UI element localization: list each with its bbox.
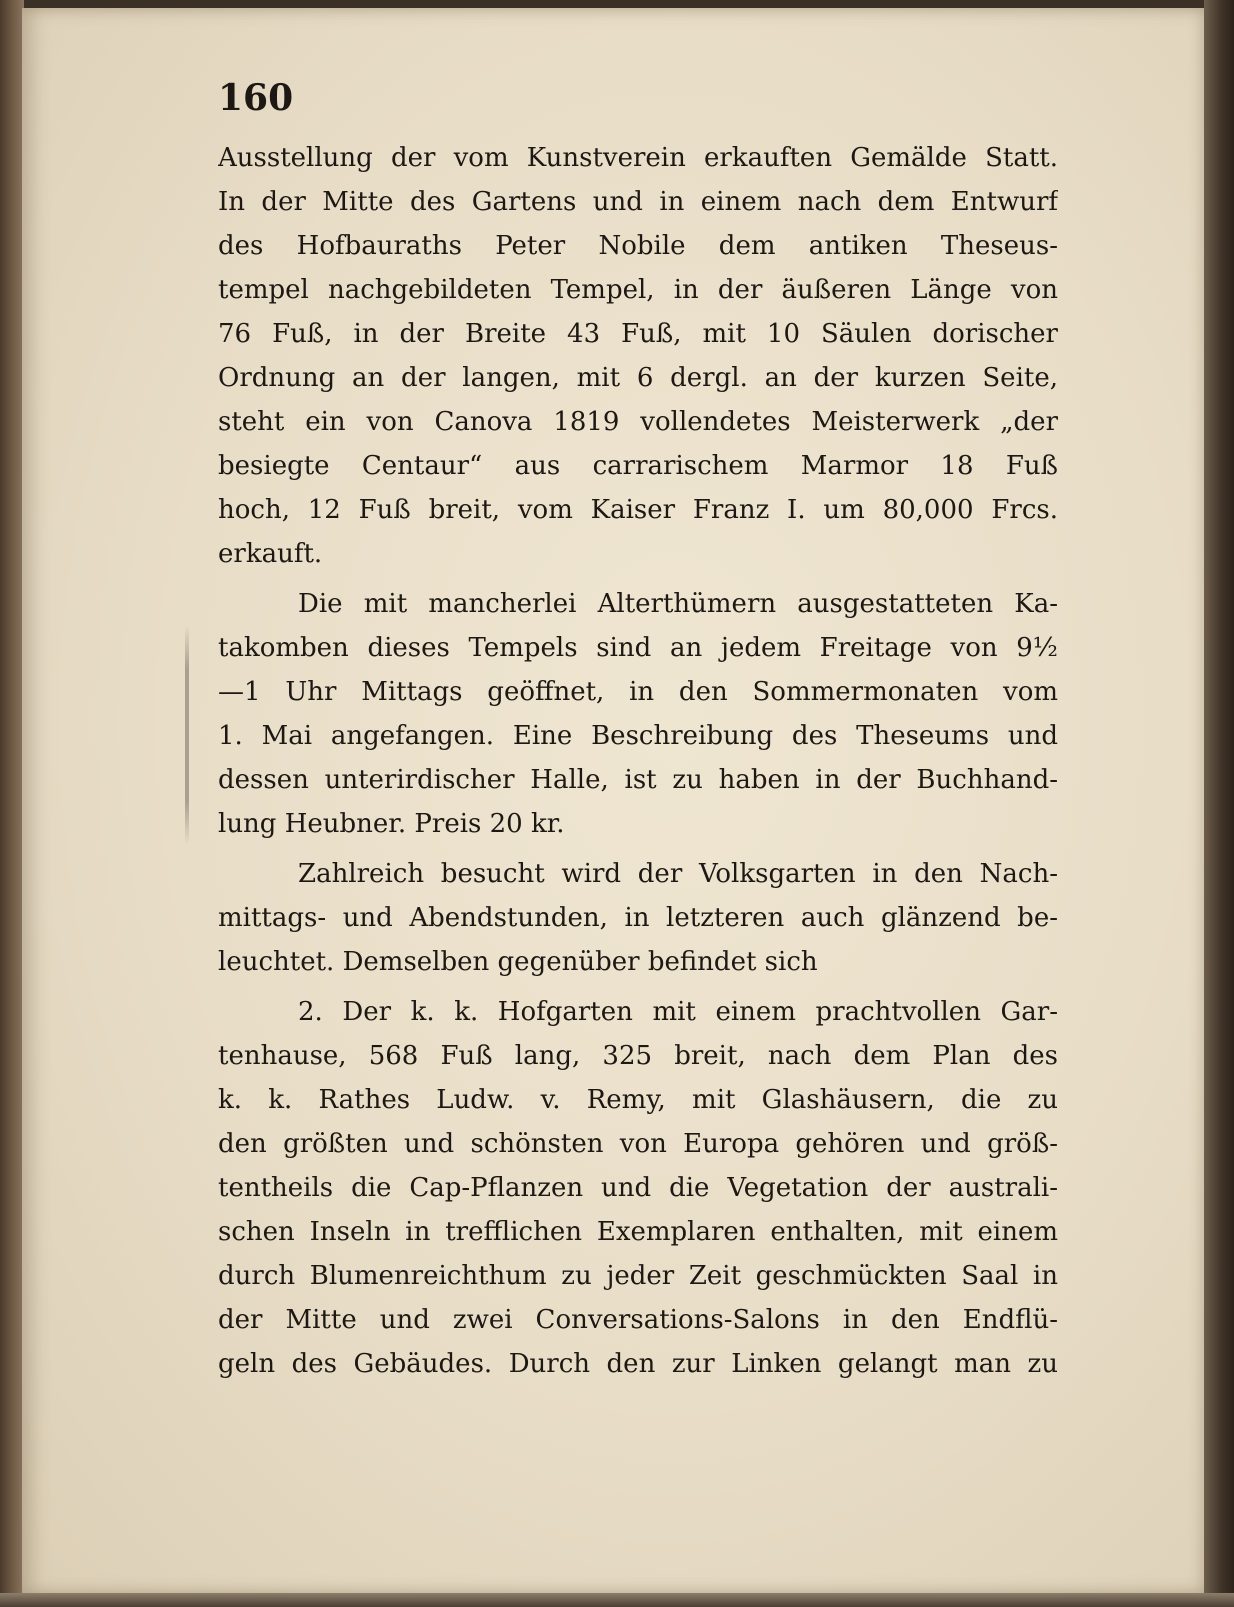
- text-line: leuchtet. Demselben gegenüber befindet sich: [218, 947, 818, 977]
- page-number: 160: [218, 77, 294, 119]
- text-line: steht ein von Canova 1819 vollendetes Meisterwerk „der: [218, 407, 1058, 437]
- text-line: tentheils die Cap-Pflanzen und die Vegetation der australi-: [218, 1173, 1058, 1203]
- text-line: takomben dieses Tempels sind an jedem Freitage von 9½: [218, 633, 1058, 663]
- text-line: k. k. Rathes Ludw. v. Remy, mit Glashäusern, die zu: [218, 1085, 1058, 1115]
- text-line: den größten und schönsten von Europa gehören und größ-: [218, 1129, 1058, 1159]
- text-line: In der Mitte des Gartens und in einem nach dem Entwurf: [218, 187, 1058, 217]
- text-line: besiegte Centaur“ aus carrarischem Marmor 18 Fuß: [218, 451, 1058, 481]
- text-line: der Mitte und zwei Conversations-Salons in den Endflü-: [218, 1305, 1058, 1335]
- text-line: lung Heubner. Preis 20 kr.: [218, 809, 565, 839]
- text-line: 1. Mai angefangen. Eine Beschreibung des Theseums und: [218, 721, 1058, 751]
- text-line: Ausstellung der vom Kunstverein erkauften Gemälde Statt.: [218, 143, 1058, 173]
- text-line: tempel nachgebildeten Tempel, in der äußeren Länge von: [218, 275, 1058, 305]
- text-line: Zahlreich besucht wird der Volksgarten in den Nach-: [298, 859, 1058, 889]
- text-line: Die mit mancherlei Alterthümern ausgestatteten Ka-: [298, 589, 1058, 619]
- text-line: des Hofbauraths Peter Nobile dem antiken Theseus-: [218, 231, 1058, 261]
- text-line: erkauft.: [218, 539, 323, 569]
- text-line: Ordnung an der langen, mit 6 dergl. an der kurzen Seite,: [218, 363, 1058, 393]
- text-line: geln des Gebäudes. Durch den zur Linken gelangt man zu: [218, 1349, 1058, 1379]
- text-line: 76 Fuß, in der Breite 43 Fuß, mit 10 Säulen dorischer: [218, 319, 1058, 349]
- text-line: durch Blumenreichthum zu jeder Zeit geschmückten Saal in: [218, 1261, 1058, 1291]
- text-line: tenhause, 568 Fuß lang, 325 breit, nach dem Plan des: [218, 1041, 1058, 1071]
- text-line: mittags- und Abendstunden, in letzteren auch glänzend be-: [218, 903, 1058, 933]
- text-line: schen Inseln in trefflichen Exemplaren enthalten, mit einem: [218, 1217, 1058, 1247]
- text-line: —1 Uhr Mittags geöffnet, in den Sommermonaten vom: [218, 677, 1058, 707]
- text-line: hoch, 12 Fuß breit, vom Kaiser Franz I. um 80,000 Frcs.: [218, 495, 1058, 525]
- text-line: 2. Der k. k. Hofgarten mit einem prachtvollen Gar-: [298, 997, 1058, 1027]
- text-line: dessen unterirdischer Halle, ist zu haben in der Buchhand-: [218, 765, 1058, 795]
